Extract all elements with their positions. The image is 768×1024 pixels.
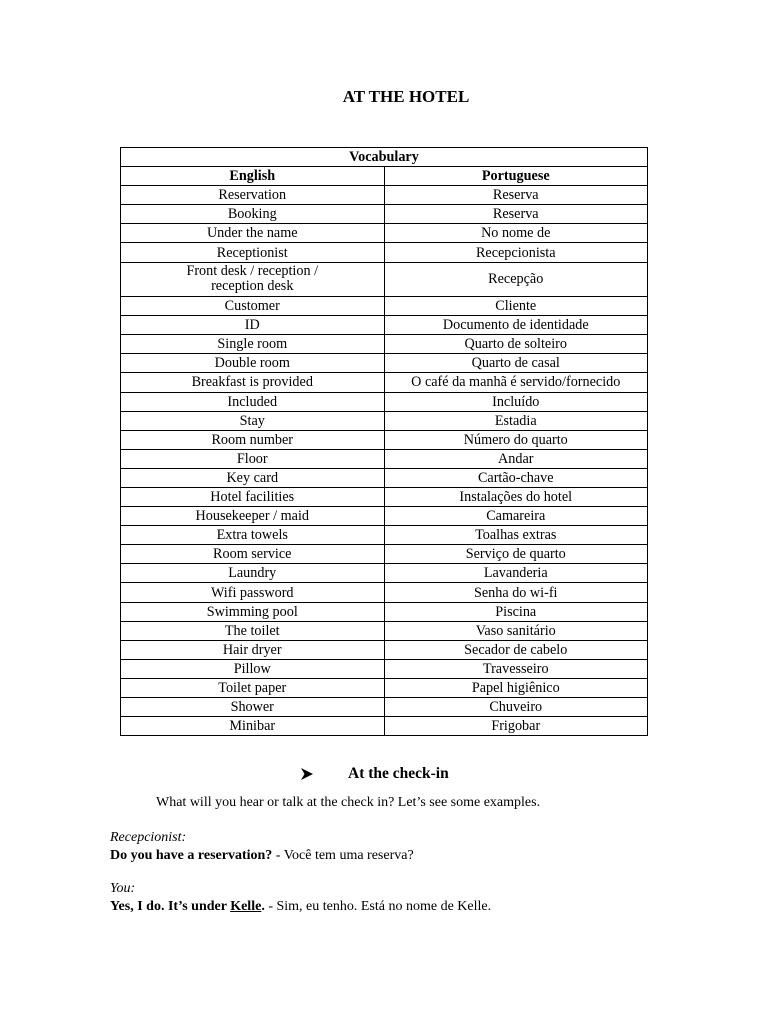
- cell-english: Wifi password: [121, 583, 385, 602]
- table-row: [121, 243, 648, 262]
- cell-english: [121, 262, 385, 297]
- table-row: [121, 224, 648, 243]
- cell-english: Customer: [121, 297, 385, 316]
- cell-english: ID: [121, 316, 385, 335]
- cell-english: Hotel facilities: [121, 488, 385, 507]
- dialogue-english-end: .: [261, 899, 265, 914]
- cell-portuguese: Secador de cabelo: [384, 640, 648, 659]
- table-row: [121, 354, 648, 373]
- arrow-bullet-icon: [300, 767, 314, 781]
- table-row: [121, 583, 648, 602]
- cell-english: Floor: [121, 449, 385, 468]
- table-header-row: [121, 167, 648, 186]
- table-row: [121, 545, 648, 564]
- cell-english: Key card: [121, 468, 385, 487]
- table-row: [121, 602, 648, 621]
- cell-portuguese: Camareira: [384, 507, 648, 526]
- table-row: [121, 621, 648, 640]
- section-heading-check-in: [300, 764, 449, 784]
- cell-portuguese: Cliente: [384, 297, 648, 316]
- dialogue-name: Kelle: [230, 899, 262, 914]
- cell-portuguese: Estadia: [384, 411, 648, 430]
- dialogue-portuguese: Sim, eu tenho. Está no nome de Kelle.: [276, 899, 492, 914]
- table-caption-row: [121, 148, 648, 167]
- table-row: [121, 678, 648, 697]
- dialogue-separator: -: [264, 899, 277, 914]
- table-row: [121, 526, 648, 545]
- cell-portuguese: Instalações do hotel: [384, 488, 648, 507]
- cell-portuguese: No nome de: [384, 224, 648, 243]
- table-row: [121, 640, 648, 659]
- dialogue-english: Yes, I do. It’s under: [110, 899, 231, 914]
- cell-portuguese: Senha do wi-fi: [384, 583, 648, 602]
- dialogue-portuguese: Você tem uma reserva?: [283, 848, 414, 863]
- table-row: [121, 373, 648, 392]
- cell-english: Minibar: [121, 717, 385, 736]
- cell-portuguese: Quarto de casal: [384, 354, 648, 373]
- table-row: [121, 335, 648, 354]
- cell-english: Room number: [121, 430, 385, 449]
- table-row: [121, 488, 648, 507]
- cell-english: Shower: [121, 698, 385, 717]
- intro-paragraph: What will you hear or talk at the check in? Let’s see some examples.: [156, 795, 541, 810]
- table-caption: Vocabulary: [121, 148, 648, 167]
- cell-english: Toilet paper: [121, 678, 385, 697]
- table-row: [121, 411, 648, 430]
- cell-english: Hair dryer: [121, 640, 385, 659]
- page-title: AT THE HOTEL: [342, 87, 470, 106]
- cell-portuguese: Número do quarto: [384, 430, 648, 449]
- speaker-label: Recepcionist:: [110, 830, 187, 845]
- table-row: [121, 297, 648, 316]
- cell-english: Single room: [121, 335, 385, 354]
- cell-portuguese: Travesseiro: [384, 659, 648, 678]
- cell-english: Housekeeper / maid: [121, 507, 385, 526]
- dialogue-line: [110, 898, 491, 916]
- cell-english: Stay: [121, 411, 385, 430]
- table-row: [121, 717, 648, 736]
- cell-portuguese: Toalhas extras: [384, 526, 648, 545]
- column-header-english: English: [121, 167, 385, 186]
- cell-portuguese: Recepcionista: [384, 243, 648, 262]
- cell-portuguese: Piscina: [384, 602, 648, 621]
- table-row: [121, 262, 648, 297]
- vocabulary-table: [120, 147, 648, 736]
- cell-portuguese: Vaso sanitário: [384, 621, 648, 640]
- cell-portuguese: Documento de identidade: [384, 316, 648, 335]
- cell-portuguese: Quarto de solteiro: [384, 335, 648, 354]
- table-row: [121, 659, 648, 678]
- cell-english: The toilet: [121, 621, 385, 640]
- dialogue-english: Do you have a reservation?: [110, 848, 273, 863]
- cell-portuguese: Chuveiro: [384, 698, 648, 717]
- table-row: [121, 449, 648, 468]
- cell-portuguese: Incluído: [384, 392, 648, 411]
- table-row: [121, 205, 648, 224]
- cell-portuguese: Serviço de quarto: [384, 545, 648, 564]
- cell-english: Booking: [121, 205, 385, 224]
- dialogue-line: [110, 847, 414, 865]
- section-heading-text: At the check-in: [348, 765, 449, 782]
- table-row: [121, 468, 648, 487]
- cell-english: Extra towels: [121, 526, 385, 545]
- table-row: [121, 698, 648, 717]
- cell-english: Pillow: [121, 659, 385, 678]
- table-row: [121, 392, 648, 411]
- table-row: [121, 507, 648, 526]
- cell-english: Reservation: [121, 186, 385, 205]
- cell-english: Room service: [121, 545, 385, 564]
- cell-portuguese: Frigobar: [384, 717, 648, 736]
- dialogue-separator: -: [272, 848, 284, 863]
- column-header-portuguese: Portuguese: [384, 167, 648, 186]
- cell-english-line: Front desk / reception /: [186, 262, 319, 279]
- table-row: [121, 430, 648, 449]
- cell-portuguese: Lavanderia: [384, 564, 648, 583]
- cell-portuguese: Reserva: [384, 186, 648, 205]
- cell-english: Under the name: [121, 224, 385, 243]
- cell-english: Included: [121, 392, 385, 411]
- cell-portuguese: Andar: [384, 449, 648, 468]
- cell-english: Breakfast is provided: [121, 373, 385, 392]
- cell-portuguese: Cartão-chave: [384, 468, 648, 487]
- table-row: [121, 316, 648, 335]
- table-row: [121, 564, 648, 583]
- cell-english: Receptionist: [121, 243, 385, 262]
- cell-portuguese: Papel higiênico: [384, 678, 648, 697]
- cell-english: Swimming pool: [121, 602, 385, 621]
- table-row: [121, 186, 648, 205]
- cell-english: Laundry: [121, 564, 385, 583]
- cell-portuguese: O café da manhã é servido/fornecido: [384, 373, 648, 392]
- cell-english-line: reception desk: [211, 278, 294, 295]
- cell-english: Double room: [121, 354, 385, 373]
- speaker-label: You:: [110, 881, 136, 896]
- cell-portuguese: Reserva: [384, 205, 648, 224]
- cell-portuguese: Recepção: [384, 262, 648, 297]
- vocabulary-rows: [121, 186, 648, 736]
